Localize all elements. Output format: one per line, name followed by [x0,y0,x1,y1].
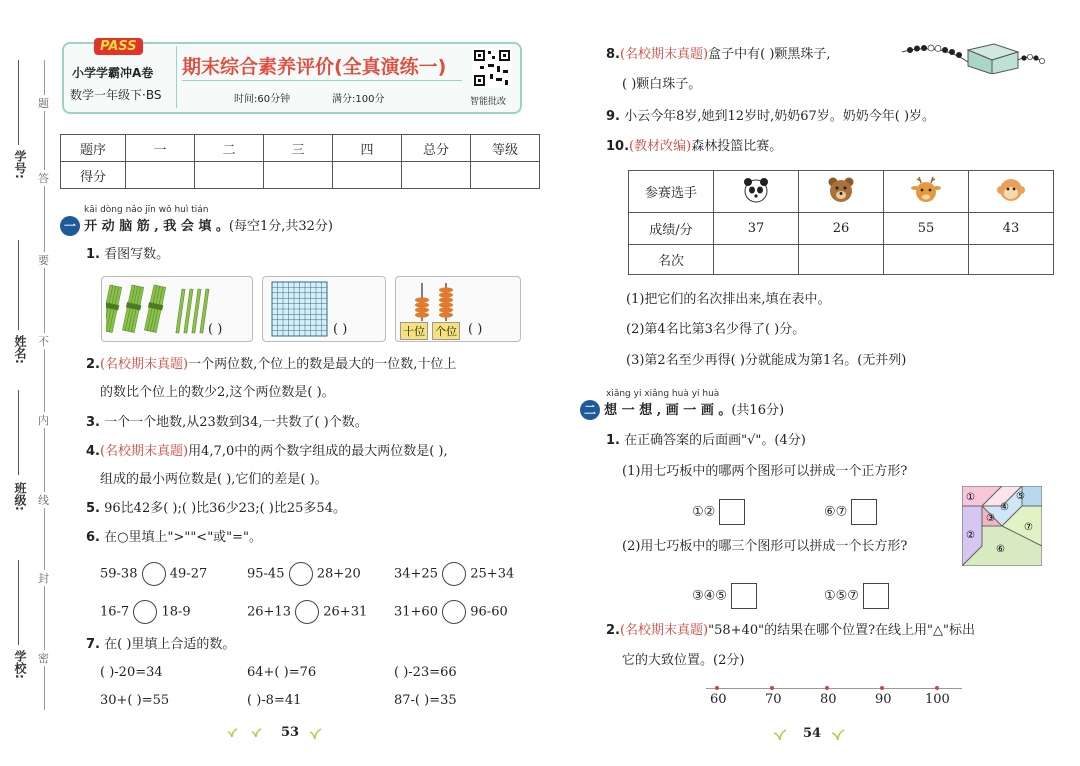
s2q2-stem [606,622,975,640]
q6-item [394,600,508,624]
section-2-heading [580,389,784,420]
rank-input-cell[interactable] [884,245,969,275]
compare-circle[interactable] [442,600,466,624]
s2q1-text: 在正确答案的后面画"√"。(4分) [624,433,806,448]
option-label: ⑥⑦ [824,504,848,520]
score-header-cell: 三 [264,135,333,162]
q6-right-expr: 25+34 [470,566,515,582]
table-row-label: 成绩/分 [629,213,714,245]
tangram-icon [962,486,1042,566]
q1-card-abacus [395,276,521,342]
number-line-point [935,686,939,690]
q10-stem [606,138,782,156]
check-box[interactable] [851,499,877,525]
q4-number: 4. [86,444,100,459]
margin-char: 答 [38,172,49,185]
number-line-point [715,686,719,690]
q10-text: 森林投篮比赛。 [691,139,783,154]
rank-input-cell[interactable] [799,245,884,275]
q9-number: 9. [606,109,620,124]
q6-item [247,562,361,586]
score-header-cell: 等级 [471,135,540,162]
q4-stem [86,443,448,461]
check-box[interactable] [863,583,889,609]
q7-equation[interactable]: 64+( )=76 [247,665,317,680]
q6-right-expr: 28+20 [316,566,361,582]
margin-char: 线 [38,494,49,507]
binding-line [44,60,45,710]
name-label: 姓名: [13,335,27,364]
rank-input-cell[interactable] [714,245,799,275]
abacus-ones-label: 个位 [432,322,460,340]
s2q1-option [824,583,889,609]
number-line-axis[interactable] [706,688,962,689]
sprout-icon [310,727,324,739]
q7-number: 7. [86,637,100,652]
check-box[interactable] [731,583,757,609]
score-header-cell: 二 [195,135,264,162]
q3-number: 3. [86,415,100,430]
q10-tag: (教材改编) [629,139,692,154]
q6-item [394,562,514,586]
q7-equation[interactable]: ( )-20=34 [100,665,163,680]
q8-text-line1[interactable]: 盒子中有( )颗黑珠子, [708,47,831,62]
q7-equation[interactable]: 30+( )=55 [100,693,170,708]
score-header-cell: 题序 [61,135,126,162]
q8-tag: (名校期末真题) [619,47,709,62]
option-label: ①② [692,504,716,520]
qr-caption: 智能批改 [470,97,507,107]
q6-left-expr: 59-38 [100,566,138,582]
class-line [18,390,19,475]
q1-text: 看图写数。 [104,247,170,262]
school-label: 学校: [13,650,27,679]
exam-title: 期末综合素养评价(全真演练一) [182,56,447,78]
score-input-cell[interactable] [195,162,264,189]
monkey-icon [996,175,1026,205]
score-input-cell[interactable] [402,162,471,189]
q1-answer-blank[interactable]: ( ) [468,322,483,337]
q2-text-line1: 一个两位数,个位上的数是最大的一位数,十位上 [188,357,457,372]
q2-stem [86,356,456,374]
compare-circle[interactable] [133,600,157,624]
q4-tag: (名校期末真题) [99,444,189,459]
compare-circle[interactable] [295,600,319,624]
bundled-sticks-icon [106,283,216,337]
q6-item [247,600,367,624]
s2q1-sub1: (1)用七巧板中的哪两个图形可以拼成一个正方形? [622,464,908,479]
s2q1-sub2: (2)用七巧板中的哪三个图形可以拼成一个长方形? [622,539,908,554]
s2q2-tag: (名校期末真题) [619,623,709,638]
q4-text-line1[interactable]: 用4,7,0中的两个数字组成的最大两位数是( ), [188,444,448,459]
abacus-tens-label: 十位 [400,322,428,340]
score-input-cell[interactable] [126,162,195,189]
number-line-label: 80 [820,692,837,707]
student-no-label: 学号: [13,150,27,179]
contestant-monkey [969,171,1054,213]
q6-right-expr: 96-60 [470,604,508,620]
q9-text[interactable]: 小云今年8岁,她到12岁时,奶奶67岁。奶奶今年( )岁。 [624,109,936,124]
q1-card-grid [262,276,386,342]
section-1-note: (每空1分,共32分) [228,219,333,234]
s2q1-stem [606,432,806,450]
compare-circle[interactable] [142,562,166,586]
table-row-label: 参赛选手 [629,171,714,213]
option-label: ③④⑤ [692,588,727,604]
score-header-cell: 一 [126,135,195,162]
q10-sub2[interactable]: (2)第4名比第3名少得了( )分。 [626,322,806,337]
page-number-left: 53 [281,725,300,740]
basketball-table [628,170,1054,275]
tangram-label: ⑤ [1016,491,1025,502]
tangram-label: ⑥ [996,544,1005,555]
table-row-label: 名次 [629,245,714,275]
section-1-badge: 一 [60,216,80,236]
margin-char: 题 [38,97,49,110]
rank-input-cell[interactable] [969,245,1054,275]
number-line-label: 70 [765,692,782,707]
sprout-icon [228,727,268,739]
q6-right-expr: 18-9 [161,604,191,620]
q6-number: 6. [86,530,100,545]
panda-icon [741,175,771,205]
section-2-pinyin: xiǎng yi xiǎng huà yi huà [606,389,720,399]
s2q1-option [692,499,745,525]
contestant-panda [714,171,799,213]
q6-left-expr: 16-7 [100,604,130,620]
abacus-icon [404,281,464,321]
grade-label: 数学一年级下·BS [70,88,162,102]
s2q2-text-line2: 它的大致位置。(2分) [622,653,745,668]
compare-circle[interactable] [442,562,466,586]
header-divider [176,46,177,108]
section-1-heading [60,205,333,236]
qr-code-icon[interactable] [472,48,512,88]
section-1-pinyin: kāi dòng nǎo jīn wǒ huì tián [84,205,209,215]
q6-right-expr: 49-27 [169,566,208,582]
margin-char: 封 [38,572,49,585]
section-2-badge: 二 [580,400,600,420]
margin-char: 不 [38,335,49,348]
number-line-label: 100 [925,692,950,707]
q10-sub3[interactable]: (3)第2名至少再得( )分就能成为第1名。(无并列) [626,353,907,368]
q8-text-line2[interactable]: ( )颗白珠子。 [622,77,702,92]
q9-stem [606,108,935,126]
score-input-cell[interactable] [333,162,402,189]
section-2-note: (共16分) [731,403,785,418]
tangram-label: ③ [986,513,995,524]
s2q1-number: 1. [606,433,620,448]
bear-icon [826,175,856,205]
q7-stem [86,636,235,654]
exam-header [62,39,522,114]
number-line-point [825,686,829,690]
title-rule [182,80,462,81]
score-header-cell: 四 [333,135,402,162]
q8-stem [606,46,831,64]
score-cell: 37 [714,213,799,245]
q5-stem [86,500,346,518]
number-line-label: 90 [875,692,892,707]
q5-text[interactable]: 96比42多( );( )比36少23;( )比25多54。 [104,501,346,516]
pass-logo: PASS [94,38,143,55]
score-input-cell[interactable] [264,162,333,189]
q7-equation[interactable]: 87-( )=35 [394,693,457,708]
sprout-icon [832,728,852,740]
compare-circle[interactable] [289,562,313,586]
q2-number: 2. [86,357,100,372]
q5-number: 5. [86,501,100,516]
q1-card-sticks [101,276,253,342]
time-limit: 时间:60分钟 [234,94,291,105]
q10-number: 10. [606,139,630,154]
s2q1-option [692,583,757,609]
q3-stem [86,414,368,432]
section-1-title: 开 动 脑 筋 , 我 会 填 。 [84,219,229,234]
school-line [18,560,19,645]
beads-box-icon [898,40,1046,74]
number-line-point [880,686,884,690]
q7-equation[interactable]: ( )-8=41 [247,693,302,708]
q6-left-expr: 95-45 [247,566,285,582]
score-cell: 26 [799,213,884,245]
q6-left-expr: 26+13 [247,604,291,620]
student-no-line [18,60,19,145]
q4-text-line2[interactable]: 组成的最小两位数是( ),它们的差是( )。 [100,472,328,487]
score-input-cell[interactable] [471,162,540,189]
q8-number: 8. [606,47,620,62]
score-table [60,134,540,189]
q6-text: 在○里填上">""<"或"="。 [104,530,263,545]
q10-sub1: (1)把它们的名次排出来,填在表中。 [626,292,831,307]
margin-char: 要 [38,254,49,267]
contestant-deer [884,171,969,213]
page-number-right: 54 [803,726,822,741]
hundred-grid-icon [271,281,329,337]
q1-answer-blank[interactable]: ( ) [208,322,223,337]
number-line-label: 60 [710,692,727,707]
s2q2-number: 2. [606,623,620,638]
s2q1-option [824,499,877,525]
tangram-label: ⑦ [1024,522,1033,533]
s2q2-text-line1: "58+40"的结果在哪个位置?在线上用"△"标出 [708,623,976,638]
q6-stem [86,529,262,547]
q7-text: 在( )里填上合适的数。 [104,637,236,652]
q7-equation[interactable]: ( )-23=66 [394,665,457,680]
score-row-label: 得分 [61,162,126,189]
margin-char: 密 [38,652,49,665]
contestant-bear [799,171,884,213]
option-label: ①⑤⑦ [824,588,859,604]
deer-icon [911,175,941,205]
class-label: 班级: [13,482,27,511]
q3-text[interactable]: 一个一个地数,从23数到34,一共数了( )个数。 [104,415,368,430]
series-name: 小学学霸冲A卷 [72,66,154,80]
full-score: 满分:100分 [332,94,385,105]
name-line [18,240,19,330]
tangram-label: ④ [1000,502,1009,513]
score-cell: 55 [884,213,969,245]
q2-tag: (名校期末真题) [99,357,189,372]
margin-char: 内 [38,414,49,427]
check-box[interactable] [719,499,745,525]
tangram-label: ① [966,492,975,503]
number-line-point [770,686,774,690]
q1-stem [86,246,169,264]
q6-left-expr: 31+60 [394,604,438,620]
q6-left-expr: 34+25 [394,566,438,582]
score-cell: 43 [969,213,1054,245]
q1-number: 1. [86,247,100,262]
q1-answer-blank[interactable]: ( ) [333,322,348,337]
sprout-icon [770,728,790,740]
q2-text-line2[interactable]: 的数比个位上的数少2,这个两位数是( )。 [100,385,335,400]
section-2-title: 想 一 想 , 画 一 画 。 [604,403,732,418]
q6-item [100,562,207,586]
score-header-cell: 总分 [402,135,471,162]
q6-right-expr: 26+31 [323,604,368,620]
q6-item [100,600,191,624]
tangram-label: ② [966,530,975,541]
